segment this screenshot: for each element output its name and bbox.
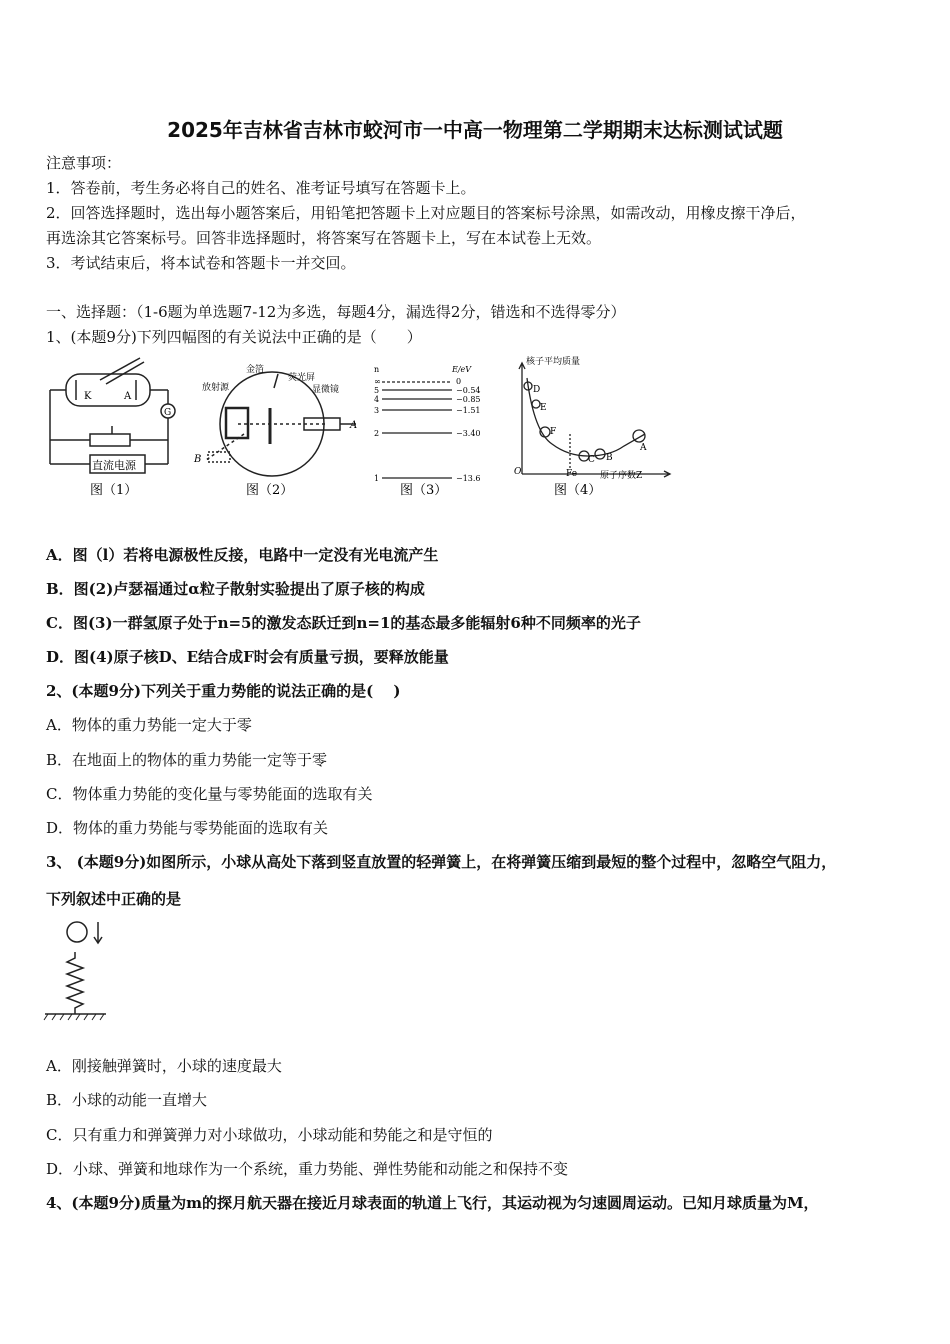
ball <box>67 922 87 942</box>
q2-option-a: A．物体的重力势能一定大于零 <box>46 716 252 734</box>
q2-option-d: D．物体的重力势能与零势能面的选取有关 <box>46 819 329 837</box>
figure-4-caption: 图（4） <box>554 483 602 498</box>
question-4-stem: 4、(本题9分)质量为m的探月航天器在接近月球表面的轨道上飞行，其运动视为匀速圆周运动。已知月球质量为M， <box>46 1194 819 1212</box>
level-e: 0 <box>456 377 462 386</box>
level-e: −3.40 <box>456 429 481 438</box>
figure-1-caption: 图（1） <box>90 483 138 498</box>
notice-heading: 注意事项： <box>46 154 122 172</box>
figure-1-label-k: K <box>84 391 92 402</box>
figure-4-ylabel: 核子平均质量 <box>526 357 581 367</box>
figure-2-label-screen: 荧光屏 <box>288 373 316 383</box>
figure-2-label-source: 放射源 <box>202 383 230 393</box>
question-3-stem-cont: 下列叙述中正确的是 <box>46 890 182 908</box>
figure-1-photoelectric <box>50 358 175 473</box>
point-label: F <box>550 427 557 437</box>
figure-3-labels <box>374 365 481 483</box>
figure-2-label-b: B <box>194 454 202 465</box>
level-n: 3 <box>374 406 380 415</box>
notice-item: 1．答卷前，考生务必将自己的姓名、准考证号填写在答题卡上。 <box>46 179 476 197</box>
page-title: 2025年吉林省吉林市蛟河市一中高一物理第二学期期末达标测试试题 <box>167 118 783 142</box>
figure-1-label-g: G <box>164 408 172 418</box>
point-label: D <box>533 385 541 395</box>
level-n: 5 <box>374 386 380 395</box>
figure-2-label-microscope: 显微镜 <box>312 385 340 395</box>
figure-1-label-source: 直流电源 <box>92 459 136 472</box>
point-label: C <box>588 455 595 465</box>
level-e: −13.6 <box>456 474 481 483</box>
figure-2-label-a: A <box>350 420 358 431</box>
figure-3-caption: 图（3） <box>400 483 448 498</box>
notice-item: 再选涂其它答案标号。回答非选择题时，将答案写在答题卡上，写在本试卷上无效。 <box>46 229 602 247</box>
q3-option-d: D．小球、弹簧和地球作为一个系统，重力势能、弹性势能和动能之和保持不变 <box>46 1160 569 1178</box>
q2-option-c: C．物体重力势能的变化量与零势能面的选取有关 <box>46 785 373 803</box>
level-n: 4 <box>374 395 380 404</box>
figure-4-fe: Fe <box>566 469 578 479</box>
figure-3-header-n: n <box>374 365 380 374</box>
figure-1-label-a: A <box>124 391 132 402</box>
figure-2-caption: 图（2） <box>246 483 294 498</box>
question-1-stem: 1、(本题9分)下列四幅图的有关说法中正确的是（ ） <box>46 328 422 346</box>
question-3-stem: 3、 (本题9分)如图所示，小球从高处下落到竖直放置的轻弹簧上，在将弹簧压缩到最短的整个过程中，忽略空气阻力， <box>46 853 837 871</box>
figure-3-energy-levels <box>382 382 452 478</box>
q3-option-c: C．只有重力和弹簧弹力对小球做功，小球动能和势能之和是守恒的 <box>46 1126 493 1144</box>
figure-2-label-foil: 金箔 <box>246 365 265 375</box>
q1-option-a: A．图（l）若将电源极性反接，电路中一定没有光电流产生 <box>46 546 439 564</box>
level-n: ∞ <box>374 377 381 386</box>
q3-spring-figure <box>40 918 120 1028</box>
question-2-stem: 2、(本题9分)下列关于重力势能的说法正确的是( ) <box>46 682 401 700</box>
q1-option-c: C．图(3)一群氢原子处于n=5的激发态跃迁到n=1的基态最多能辐射6种不同频率的光子 <box>46 614 641 632</box>
section-heading: 一、选择题：（1-6题为单选题7-12为多选，每题4分，漏选得2分，错选和不选得零分） <box>46 303 626 321</box>
figure-3-header-e: E/eV <box>452 365 472 374</box>
notice-item: 3．考试结束后，将本试卷和答题卡一并交回。 <box>46 254 356 272</box>
q3-option-b: B．小球的动能一直增大 <box>46 1091 208 1109</box>
level-e: −1.51 <box>456 406 481 415</box>
figure-4-origin: O <box>514 467 522 477</box>
level-e: −0.54 <box>456 386 481 395</box>
level-e: −0.85 <box>456 395 481 404</box>
q1-option-d: D．图(4)原子核D、E结合成F时会有质量亏损，要释放能量 <box>46 648 449 666</box>
figure-4-xlabel: 原子序数Z <box>600 471 643 481</box>
point-label: E <box>540 403 547 413</box>
figure-4-labels <box>514 355 647 481</box>
notice-item: 2．回答选择题时，选出每小题答案后，用铅笔把答题卡上对应题目的答案标号涂黑，如需改动，用橡皮擦干净后， <box>46 204 806 222</box>
level-n: 1 <box>374 474 380 483</box>
q2-option-b: B．在地面上的物体的重力势能一定等于零 <box>46 751 328 769</box>
q1-figures <box>40 352 680 512</box>
point-label: B <box>606 453 613 463</box>
level-n: 2 <box>374 429 380 438</box>
q3-option-a: A．刚接触弹簧时，小球的速度最大 <box>46 1057 282 1075</box>
point-label: A <box>640 443 647 453</box>
spring <box>67 952 83 1014</box>
q1-option-b: B．图(2)卢瑟福通过α粒子散射实验提出了原子核的构成 <box>46 580 425 598</box>
